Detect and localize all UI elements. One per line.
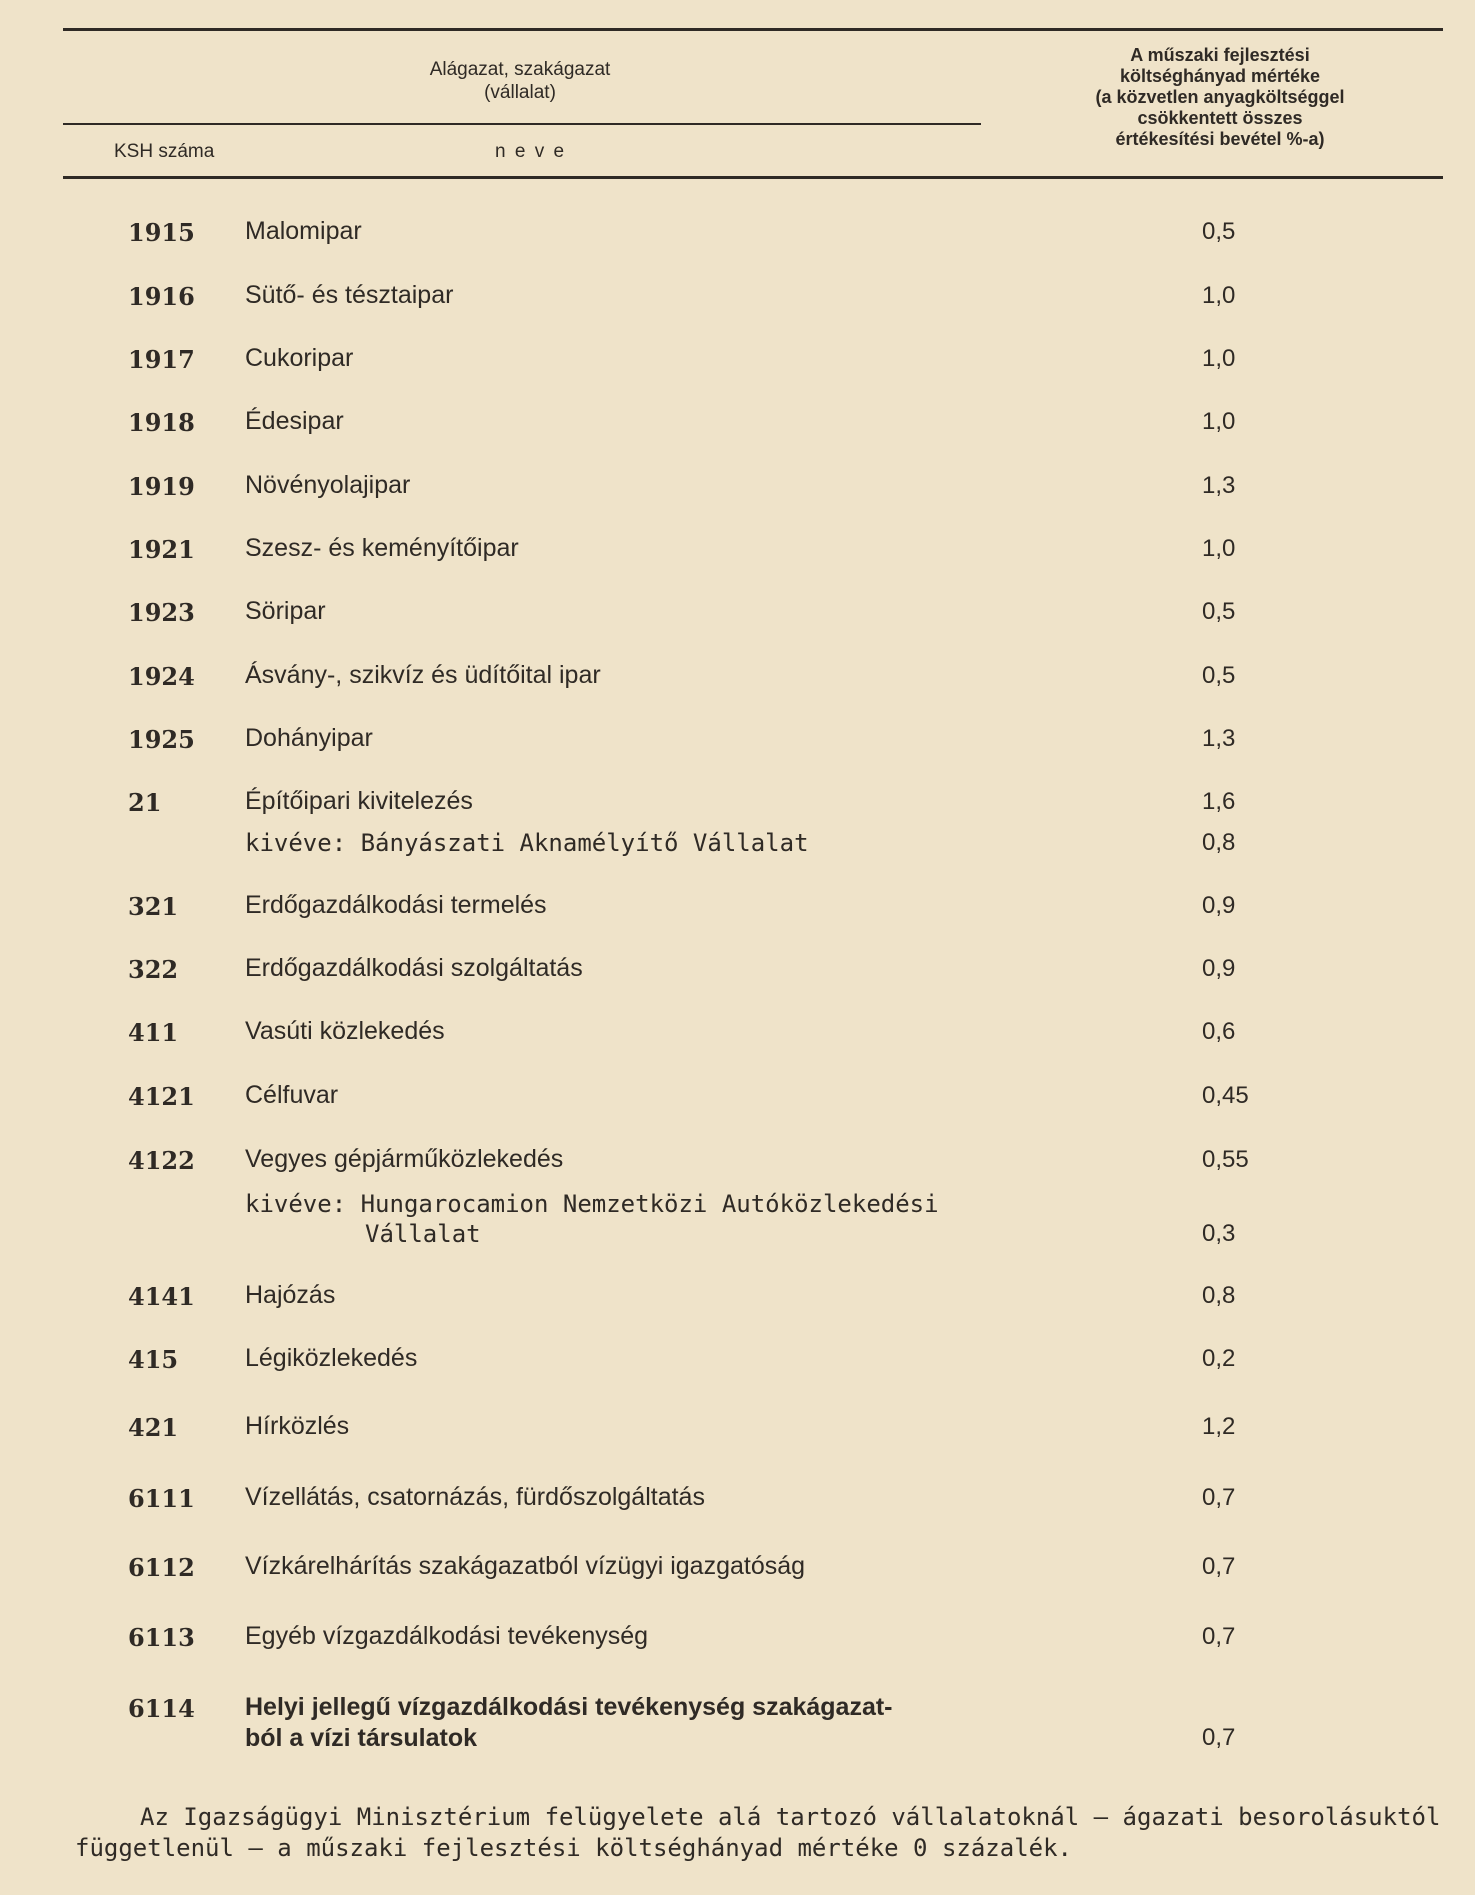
row-value: 1,2: [1202, 1413, 1236, 1440]
row-name: Építőipari kivitelezés: [245, 787, 473, 815]
row-name: kivéve: Bányászati Aknamélyítő Vállalat: [245, 829, 809, 857]
row-name: Édesipar: [245, 407, 344, 435]
row-value: 0,5: [1202, 598, 1236, 625]
row-value: 0,2: [1202, 1345, 1236, 1372]
header-code-label: KSH száma: [114, 141, 215, 162]
row-name: Vegyes gépjárműközlekedés: [245, 1145, 564, 1173]
row-value: 0,5: [1202, 218, 1236, 245]
row-name: Helyi jellegű vízgazdálkodási tevékenység szakágazat-: [245, 1693, 893, 1721]
row-code: 1917: [128, 345, 195, 374]
row-name: Vízellátás, csatornázás, fürdőszolgáltatás: [245, 1483, 705, 1511]
row-code: 21: [128, 788, 162, 817]
row-name: Növényolajipar: [245, 471, 411, 499]
row-code: 1923: [128, 598, 195, 627]
row-value: 1,3: [1202, 472, 1236, 499]
row-value: 0,45: [1202, 1082, 1249, 1109]
row-value: 0,8: [1202, 829, 1236, 856]
row-code: 6111: [128, 1484, 195, 1513]
row-value: 1,0: [1202, 282, 1236, 309]
row-value: 1,6: [1202, 788, 1236, 815]
row-name: Egyéb vízgazdálkodási tevékenység: [245, 1622, 649, 1650]
row-code: 6114: [128, 1694, 195, 1723]
row-name: Söripar: [245, 597, 326, 625]
row-name: Hírközlés: [245, 1412, 350, 1440]
row-value: 0,7: [1202, 1724, 1236, 1751]
row-name: Hajózás: [245, 1281, 336, 1309]
row-code: 1919: [128, 472, 195, 501]
row-code: 1915: [128, 218, 195, 247]
row-name: Célfuvar: [245, 1081, 339, 1109]
header-bottom-rule: [63, 176, 1443, 179]
row-value: 1,0: [1202, 408, 1236, 435]
row-value: 0,7: [1202, 1484, 1236, 1511]
row-name: Légiközlekedés: [245, 1344, 418, 1372]
row-value: 0,9: [1202, 955, 1236, 982]
row-name: Szesz- és keményítőipar: [245, 534, 519, 562]
row-name: Erdőgazdálkodási szolgáltatás: [245, 954, 583, 982]
row-code: 6113: [128, 1623, 195, 1652]
row-code: 1925: [128, 725, 195, 754]
header-name-label: n e v e: [495, 141, 567, 162]
row-name: Erdőgazdálkodási termelés: [245, 891, 547, 919]
row-code: 4122: [128, 1146, 195, 1175]
row-name: kivéve: Hungarocamion Nemzetközi Autóközlekedési: [245, 1190, 939, 1218]
row-name: Ásvány-, szikvíz és üdítőital ipar: [245, 661, 601, 689]
row-value: 0,5: [1202, 662, 1236, 689]
row-code: 321: [128, 892, 179, 921]
footnote: Az Igazságügyi Minisztérium felügyelete alá tartozó vállalatoknál — ágazati besorolásuktól függetlenül — a műszaki fejlesztési költséghányad mértéke 0 százalék.: [75, 1803, 1441, 1862]
header-group-label: Alágazat, szakágazat (vállalat): [429, 59, 611, 103]
row-value: 0,6: [1202, 1018, 1236, 1045]
row-code: 1916: [128, 282, 195, 311]
row-code: 4141: [128, 1282, 195, 1311]
row-code: 415: [128, 1345, 179, 1374]
row-code: 1921: [128, 535, 195, 564]
row-value: 0,3: [1202, 1220, 1236, 1247]
header-value-label: A műszaki fejlesztési költséghányad mértéke (a közvetlen anyagköltséggel csökkentett összes értékesítési bevétel %-a): [1095, 45, 1345, 149]
row-name: Sütő- és tésztaipar: [245, 281, 454, 309]
row-name: Cukoripar: [245, 344, 354, 372]
row-value: 1,0: [1202, 535, 1236, 562]
row-code: 421: [128, 1413, 179, 1442]
row-value: 0,7: [1202, 1623, 1236, 1650]
row-name-continuation: ból a vízi társulatok: [245, 1724, 478, 1752]
row-code: 4121: [128, 1082, 195, 1111]
row-code: 1918: [128, 408, 195, 437]
top-rule: [63, 28, 1443, 31]
row-value: 1,3: [1202, 725, 1236, 752]
row-name: Vízkárelhárítás szakágazatból vízügyi igazgatóság: [245, 1552, 806, 1580]
row-code: 6112: [128, 1553, 195, 1582]
row-code: 411: [128, 1018, 179, 1047]
row-value: 0,9: [1202, 892, 1236, 919]
header-mid-rule: [63, 123, 981, 125]
row-value: 1,0: [1202, 345, 1236, 372]
row-value: 0,55: [1202, 1146, 1249, 1173]
row-name: Malomipar: [245, 217, 362, 245]
row-name: Dohányipar: [245, 724, 373, 752]
row-name-continuation: Vállalat: [365, 1220, 481, 1248]
row-code: 322: [128, 955, 179, 984]
row-value: 0,7: [1202, 1553, 1236, 1580]
row-code: 1924: [128, 662, 195, 691]
row-value: 0,8: [1202, 1282, 1236, 1309]
row-name: Vasúti közlekedés: [245, 1017, 445, 1045]
